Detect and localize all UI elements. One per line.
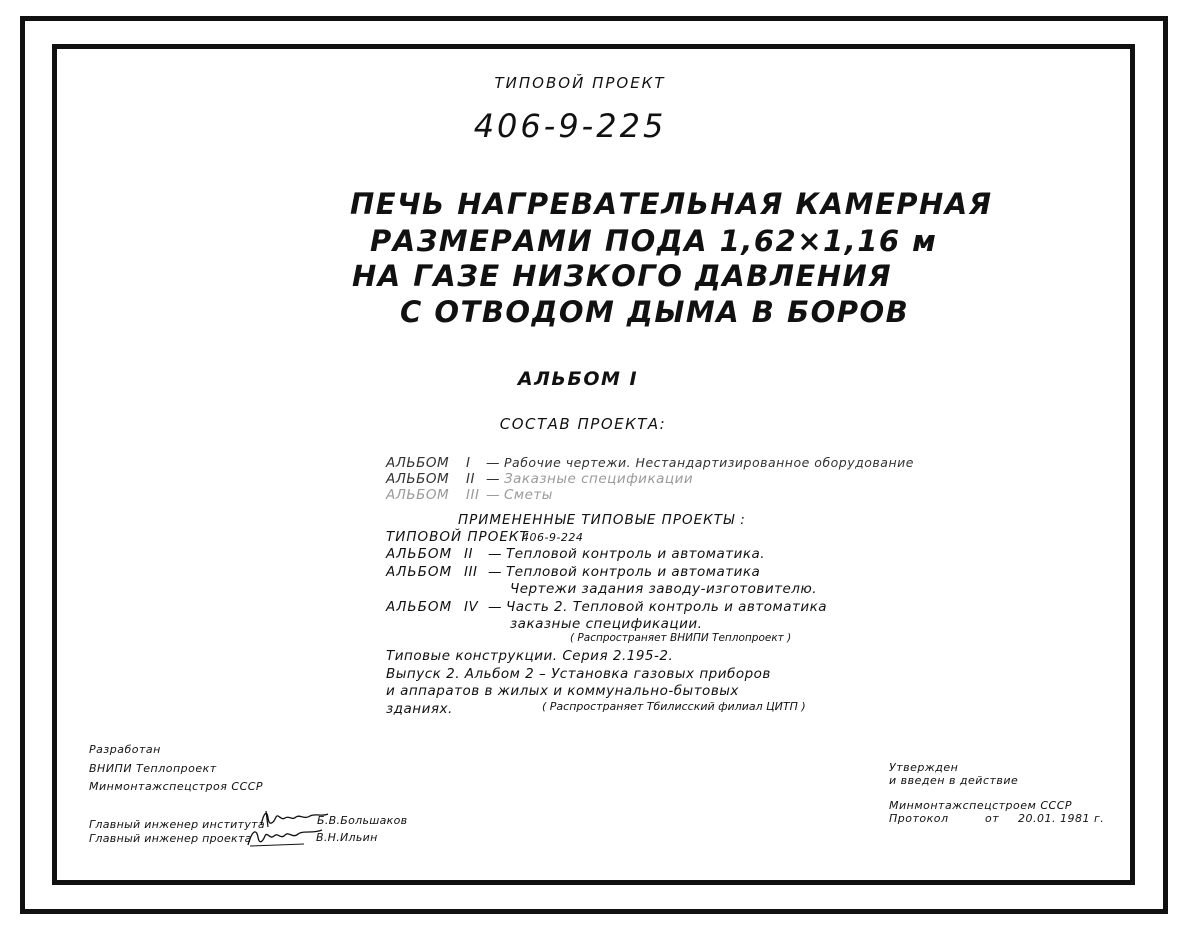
approved-org: Минмонтажспецстроем СССР	[889, 799, 1073, 812]
project-number: 406-9-225	[473, 107, 667, 145]
applied-project-number: 406-9-224	[522, 531, 584, 544]
applied-album-text: заказные спецификации.	[510, 616, 703, 632]
applied-album-text: Тепловой контроль и автоматика.	[506, 546, 766, 562]
contents-album-label: АЛЬБОМ	[386, 455, 450, 471]
applied-album-text: Тепловой контроль и автоматика	[506, 564, 761, 580]
approved-line: и введен в действие	[889, 774, 1019, 787]
signature-name: Б.В.Большаков	[317, 814, 408, 827]
title-line-4: С ОТВОДОМ ДЫМА В БОРОВ	[400, 295, 910, 329]
signature-role: Главный инженер проекта	[89, 832, 252, 845]
distributor-note: ( Распространяет ВНИПИ Теплопроект )	[570, 632, 792, 644]
developed-line: Минмонтажспецстроя СССР	[89, 780, 264, 793]
protocol-label: Протокол	[889, 812, 949, 825]
applied-album-num: II	[464, 546, 473, 562]
contents-heading: СОСТАВ ПРОЕКТА:	[499, 415, 667, 433]
contents-album-label: АЛЬБОМ	[386, 471, 450, 487]
distributor-note: ( Распространяет Тбилисский филиал ЦИТП )	[542, 700, 806, 713]
contents-album-num: I	[466, 455, 471, 471]
applied-heading: ПРИМЕНЕННЫЕ ТИПОВЫЕ ПРОЕКТЫ :	[458, 512, 746, 528]
constructions-line: Типовые конструкции. Серия 2.195-2.	[386, 648, 674, 664]
approved-line: Утвержден	[889, 761, 959, 774]
applied-album-text: Чертежи задания заводу-изготовителю.	[510, 581, 818, 597]
applied-album-num: IV	[464, 599, 479, 615]
applied-album-label: АЛЬБОМ	[386, 599, 453, 615]
applied-album-dash: —	[488, 564, 502, 580]
title-line-3: НА ГАЗЕ НИЗКОГО ДАВЛЕНИЯ	[352, 259, 893, 293]
title-line-2: РАЗМЕРАМИ ПОДА 1,62×1,16 м	[370, 224, 938, 258]
title-line-1: ПЕЧЬ НАГРЕВАТЕЛЬНАЯ КАМЕРНАЯ	[350, 187, 993, 221]
contents-album-dash: —	[486, 471, 500, 487]
project-series: ТИПОВОЙ ПРОЕКТ	[494, 74, 666, 92]
developed-line: ВНИПИ Теплопроект	[89, 762, 217, 775]
contents-album-label: АЛЬБОМ	[386, 487, 450, 503]
contents-album-dash: —	[486, 455, 500, 471]
contents-album-num: II	[466, 471, 475, 487]
album-title: АЛЬБОМ I	[517, 368, 639, 390]
protocol-from: от	[985, 812, 1000, 825]
applied-project-label: ТИПОВОЙ ПРОЕКТ	[386, 529, 529, 545]
applied-album-text: Часть 2. Тепловой контроль и автоматика	[506, 599, 828, 615]
constructions-line: Выпуск 2. Альбом 2 – Установка газовых приборов	[386, 666, 771, 682]
developed-line: Разработан	[89, 743, 161, 756]
constructions-line: и аппаратов в жилых и коммунально-бытовых	[386, 683, 739, 699]
contents-album-text: Рабочие чертежи. Нестандартизированное оборудование	[504, 455, 914, 470]
constructions-line: зданиях.	[386, 701, 453, 717]
applied-album-label: АЛЬБОМ	[386, 546, 453, 562]
applied-album-label: АЛЬБОМ	[386, 564, 453, 580]
contents-album-text: Сметы	[504, 487, 553, 503]
signature-name: В.Н.Ильин	[316, 831, 378, 844]
applied-album-num: III	[464, 564, 478, 580]
applied-album-dash: —	[488, 599, 502, 615]
contents-album-num: III	[466, 487, 480, 503]
applied-album-dash: —	[488, 546, 502, 562]
contents-album-text: Заказные спецификации	[504, 471, 694, 487]
signature-icon	[244, 825, 324, 849]
signature-role: Главный инженер института	[89, 818, 265, 831]
protocol-date: 20.01. 1981 г.	[1018, 812, 1105, 825]
contents-album-dash: —	[486, 487, 500, 503]
